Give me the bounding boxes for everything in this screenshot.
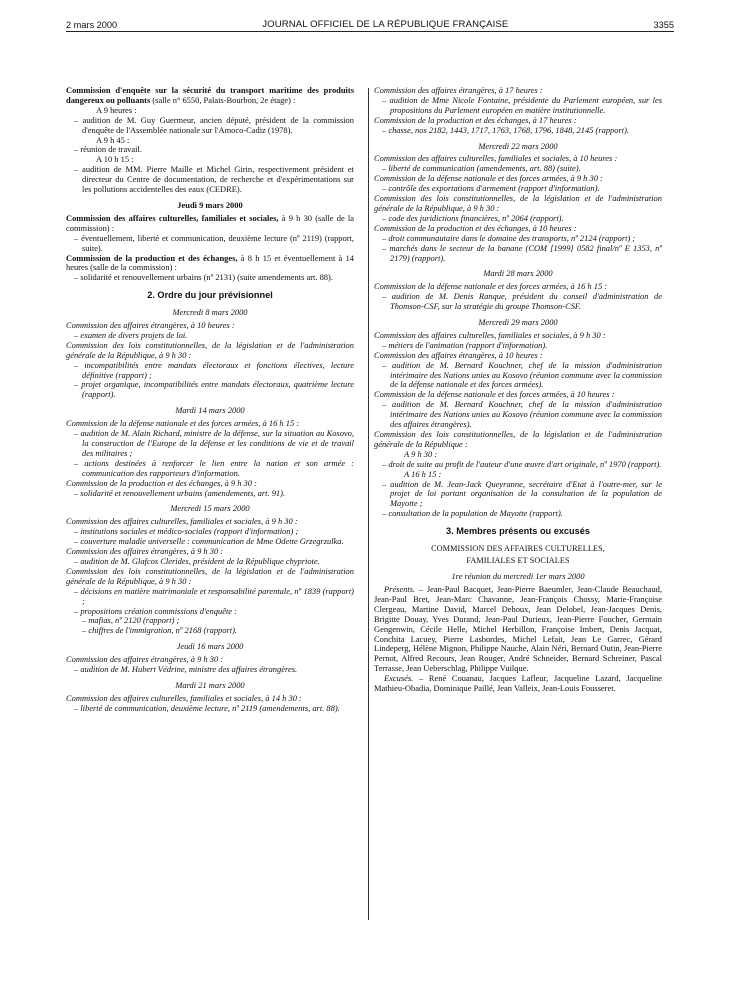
agenda-item: – droit communautaire dans le domaine des transports, nº 2124 (rapport) ; — [382, 232, 636, 243]
commission-details: à 8 h 15 et éventuellement à 14 heures (salle de la commission) : — [66, 252, 355, 273]
agenda-item: – réunion de travail. — [74, 144, 142, 155]
commission-title: Commission des affaires étrangères, à 9 h 30 : — [66, 654, 224, 665]
commission-title: Commission des affaires culturelles, familiales et sociales, à 9 h 30 : — [374, 329, 606, 340]
agenda-item: – audition de M. Bernard Kouchner, chef de la mission d'administration intérimaire des Nations unies au Kosovo (réunion commune avec la commission des affaires étrangères). — [382, 399, 662, 430]
commission-title: Commission de la défense nationale et des forces armées, à 16 h 15 : — [66, 418, 300, 429]
header-rule — [66, 31, 674, 32]
agenda-item: – audition de M. Guy Guermeur, ancien député, président de la commission d'enquête de l'Assemblée nationale sur l'Amoco-Cadiz (1978). — [74, 114, 354, 135]
agenda-item: – couverture maladie universelle : communication de Mme Odette Grzegrzulka. — [74, 536, 344, 547]
day-heading: Mercredi 22 mars 2000 — [478, 140, 558, 151]
header-date: 2 mars 2000 — [66, 20, 118, 30]
day-heading: Mercredi 8 mars 2000 — [172, 307, 248, 318]
commission-title: Commission des affaires culturelles, familiales et sociales, à 10 heures : — [374, 153, 618, 164]
commission-title: Commission de la défense nationale et des forces armées, à 9 h 30 : — [374, 173, 603, 184]
right-column — [374, 86, 662, 694]
commission-title: Commission de la production et des échanges, — [66, 252, 238, 263]
agenda-item: – solidarité et renouvellement urbains (amendements, art. 91). — [74, 487, 286, 498]
commission-title: Commission de la production et des échanges, à 17 heures : — [374, 114, 577, 125]
agenda-item: – droit de suite au profit de l'auteur d'une œuvre d'art originale, nº 1970 (rapport). — [382, 458, 662, 469]
time-label: A 9 h 45 : — [96, 134, 130, 145]
agenda-item: – éventuellement, liberté et communication, deuxième lecture (nº 2119) (rapport, suite). — [74, 232, 354, 253]
commission-details: à 9 h 30 (salle de la commission) : — [66, 212, 354, 233]
day-heading: Mardi 28 mars 2000 — [483, 268, 553, 279]
header-journal-title: JOURNAL OFFICIEL DE LA RÉPUBLIQUE FRANÇAISE — [262, 19, 509, 30]
time-label: A 9 h 30 : — [404, 448, 438, 459]
agenda-item: – audition de M. Glafcos Clerides, président de la République chypriote. — [74, 555, 320, 566]
agenda-item: – audition de M. Hubert Védrine, ministre des affaires étrangères. — [74, 664, 298, 675]
commission-heading: COMMISSION DES AFFAIRES CULTURELLES, — [431, 544, 605, 554]
agenda-subitem: – chiffres de l'immigration, nº 2168 (rapport). — [82, 625, 238, 636]
day-heading: Mardi 14 mars 2000 — [175, 405, 245, 416]
commission-title: Commission de la production et des échanges, à 9 h 30 : — [66, 477, 257, 488]
commission-title: Commission de la production et des échanges, à 10 heures : — [374, 222, 577, 233]
commission-title: Commission des lois constitutionnelles, de la législation et de l'administration générale de la République : — [374, 429, 662, 449]
commission-heading: FAMILIALES ET SOCIALES — [466, 556, 570, 566]
commission-title: Commission des affaires étrangères, à 10 heures : — [374, 349, 543, 360]
agenda-item: – liberté de communication, deuxième lecture, nº 2119 (amendements, art. 88). — [74, 702, 340, 713]
agenda-item: – code des juridictions financières, nº 2064 (rapport). — [382, 212, 564, 223]
agenda-item: – projet organique, incompatibilités entre mandats électoraux, quatrième lecture (rapport). — [74, 379, 354, 400]
commission-title: Commission des affaires culturelles, familiales et sociales, à 9 h 30 : — [66, 516, 298, 527]
header-page-number: 3355 — [653, 20, 674, 30]
commission-title: Commission de la défense nationale et des forces armées, à 16 h 15 : — [374, 281, 608, 292]
section-heading: 2. Ordre du jour prévisionnel — [147, 290, 273, 301]
commission-title: Commission des affaires étrangères, à 10 heures : — [66, 320, 235, 331]
commission-title: Commission des lois constitutionnelles, de la législation et de l'administration générale de la République, à 9 h 30 : — [66, 565, 354, 586]
left-column — [66, 86, 354, 714]
agenda-item: – consultation de la population de Mayotte (rapport). — [382, 508, 563, 519]
agenda-item: – examen de divers projets de loi. — [74, 329, 188, 340]
agenda-item: – actions destinées à renforcer le lien entre la nation et son armée : communication des rapporteurs d'information. — [74, 457, 354, 478]
agenda-item: – métiers de l'animation (rapport d'information). — [382, 339, 548, 350]
day-heading: Mercredi 29 mars 2000 — [478, 317, 558, 328]
column-divider — [368, 88, 369, 920]
agenda-item: – contrôle des exportations d'armement (rapport d'information). — [382, 183, 600, 194]
agenda-item: – audition de MM. Pierre Maille et Michel Girin, respectivement président et directeur du Centre de documentation, de recherche et d'expérimentations sur les pollutions accidentelles des eaux (CEDRE). — [74, 164, 354, 195]
commission-title: Commission des lois constitutionnelles, de la législation et de l'administration générale de la République, à 9 h 30 : — [374, 193, 662, 213]
agenda-item: – audition de M. Alain Richard, ministre de la défense, sur la situation au Kosovo, la construction de l'Europe de la défense et les conditions de vie et de travail des militaires ; — [74, 428, 354, 458]
agenda-item: – audition de Mme Nicole Fontaine, présidente du Parlement européen, sur les propositions du Parlement européen en matière institutionnelle. — [382, 94, 662, 115]
agenda-item: – incompatibilités entre mandats électoraux et fonctions électives, lecture définitive (rapport) ; — [74, 359, 354, 380]
agenda-subitem: – mafias, nº 2120 (rapport) ; — [82, 615, 180, 626]
agenda-item: – audition de M. Denis Ranque, président du conseil d'administration de Thomson-CSF, sur la stratégie du groupe Thomson-CSF. — [382, 291, 662, 312]
commission-title: Commission des affaires culturelles, familiales et sociales, — [66, 212, 279, 223]
agenda-item: – solidarité et renouvellement urbains (nº 2131) (suite amendements art. 88). — [74, 272, 333, 283]
commission-title: Commission des affaires étrangères, à 9 h 30 : — [66, 546, 224, 557]
agenda-item: – chasse, nos 2182, 1443, 1717, 1763, 1768, 1796, 1848, 2145 (rapport). — [382, 124, 630, 135]
commission-title: Commission des affaires culturelles, familiales et sociales, à 14 h 30 : — [66, 692, 302, 703]
section-heading: 3. Membres présents ou excusés — [445, 526, 590, 537]
agenda-item: – liberté de communication (amendements, art. 88) (suite). — [382, 163, 581, 174]
commission-room: (salle n° 6550, Palais-Bourbon, 2e étage) : — [152, 94, 296, 105]
agenda-item: – décisions en matière matrimoniale et responsabilité parentale, nº 1839 (rapport) ; — [74, 585, 354, 606]
time-label: A 16 h 15 : — [404, 468, 442, 479]
day-heading: Jeudi 16 mars 2000 — [176, 641, 244, 652]
excuses-list: – René Couanau, Jacques Lafleur, Jacqueline Lazard, Jacqueline Mathieu-Obadia, Dominique Paillé, Jean Valleix, Jean-Louis Fousseret. — [374, 673, 662, 694]
meeting-heading: 1re réunion du mercredi 1er mars 2000 — [451, 571, 585, 582]
day-heading: Jeudi 9 mars 2000 — [177, 199, 243, 210]
excuses-label: Excusés. — [384, 673, 414, 684]
agenda-item: – audition de M. Bernard Kouchner, chef de la mission d'administration intérimaire des Nations unies au Kosovo (réunion commune avec la commission de la défense nationale et des forces armées). — [382, 359, 662, 390]
time-label: A 10 h 15 : — [96, 154, 134, 165]
day-heading: Mardi 21 mars 2000 — [175, 679, 245, 690]
presents-list: – Jean-Paul Bacquet, Jean-Pierre Baeumler, Jean-Claude Beauchaud, Jean-Paul Bret, Jean-Marc Chavanne, Jean-François Chossy, Marie-Françoise Clergeau, Martine David, Marcel Dehoux, Jean Delobel, Jean-Jacques Denis, Brigitte Douay, Yves Durand, Jean-Paul Durieux, Jean-Pierre Foucher, Germain Gengenwin, Cécile Helle, Michel Herbillon, Françoise Imbert, Denis Jacquat, Conchita Lacuey, Pierre Lasbordes, Michel Lefait, Jean Le Garrec, Gérard Lindeperg, Hélène Mignon, Philippe Nauche, Alain Néri, Bernard Outin, Jean-Pierre Pernot, Alfred Recours, Jean Rouger, André Schneider, Bernard Schreiner, Pascal Terrasse, Jean Ueberschlag, Philippe Vuilque. — [374, 583, 662, 674]
page-header — [66, 12, 674, 30]
agenda-item: – marchés dans le secteur de la banane (COM [1999] 0582 final/nº E 1353, nº 2179) (rapport). — [382, 242, 662, 263]
presents-label: Présents. — [384, 583, 416, 594]
commission-title: Commission d'enquête sur la sécurité du transport maritime des produits dangereux ou polluants — [66, 85, 354, 105]
commission-title: Commission des affaires étrangères, à 17 heures : — [374, 85, 543, 95]
agenda-item: – audition de M. Jean-Jack Queyranne, secrétaire d'Etat à l'outre-mer, sur le projet de loi portant organisation de la consultation de la population de Mayotte ; — [382, 478, 662, 509]
agenda-item: – institutions sociales et médico-sociales (rapport d'information) ; — [74, 526, 299, 537]
time-label: A 9 heures : — [96, 104, 137, 115]
day-heading: Mercredi 15 mars 2000 — [170, 503, 250, 514]
commission-title: Commission des lois constitutionnelles, de la législation et de l'administration générale de la République, à 9 h 30 : — [66, 339, 354, 360]
commission-title: Commission de la défense nationale et des forces armées, à 10 heures : — [374, 389, 615, 400]
agenda-item: – propositions création commissions d'enquête : — [74, 605, 237, 616]
